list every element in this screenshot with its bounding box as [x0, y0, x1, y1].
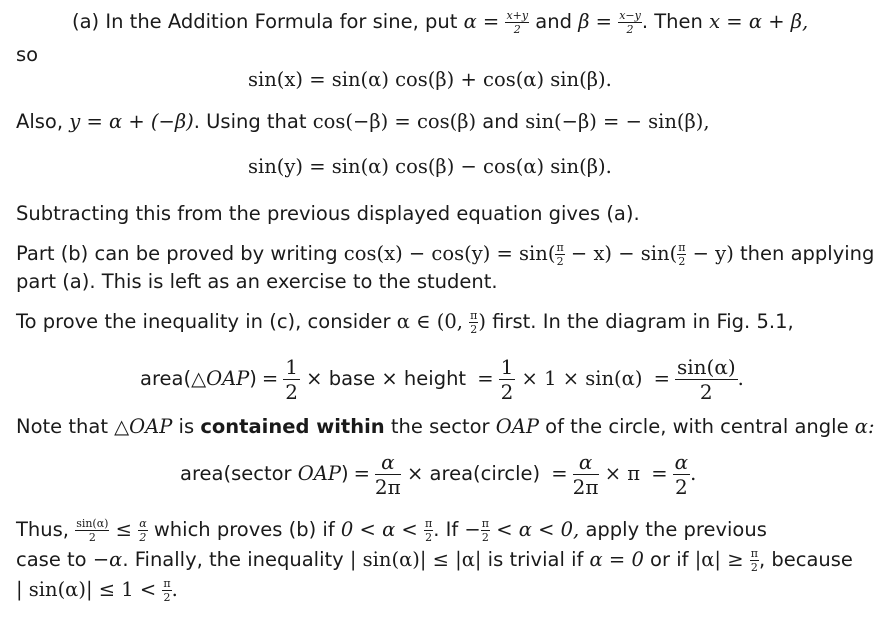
denominator: 2: [500, 380, 514, 404]
bold-text: contained within: [200, 415, 385, 438]
math-beta-eq: β =: [578, 10, 619, 33]
denominator: 2: [139, 531, 147, 544]
equals-sign: =: [651, 462, 668, 485]
denominator: 2: [750, 561, 758, 574]
fraction-pi-over-2: [555, 242, 564, 267]
numerator: α: [674, 450, 689, 474]
math-part: × 1 × sin(α): [515, 367, 649, 390]
numerator: x−y: [619, 9, 641, 22]
equals-sign: =: [653, 367, 670, 390]
fraction-pi-over-2: [481, 518, 490, 543]
denominator: 2: [626, 23, 634, 36]
display-equation-sin-y: sin(y) = sin(α) cos(β) − cos(α) sin(β).: [248, 155, 612, 178]
math-part: ): [478, 310, 486, 333]
numerator: 1: [500, 355, 514, 379]
math-part: − x) − sin(: [564, 242, 678, 265]
display-equation-sector-area: [180, 452, 696, 497]
text: case to: [16, 548, 93, 571]
para-inequality-c: [16, 310, 794, 335]
text: and: [476, 110, 526, 133]
text: or if: [643, 548, 695, 571]
math-abs-sin-bound: | sin(α)| ≤ 1 <: [16, 578, 163, 601]
text: . Finally, the inequality: [122, 548, 350, 571]
fraction-pi-over-2: [162, 578, 171, 603]
text: × area(circle): [400, 462, 547, 485]
math-interval: < α < 0,: [490, 518, 580, 541]
equals-sign: =: [551, 462, 568, 485]
denominator: 2π: [374, 475, 401, 499]
fraction-sin-alpha-over-2: [675, 357, 738, 402]
text: is trivial if: [481, 548, 590, 571]
fraction-pi-over-2: [750, 548, 759, 573]
math-oap: OAP: [297, 462, 341, 485]
fraction-one-half: [283, 357, 300, 402]
text: (a) In the Addition Formula for sine, put: [72, 10, 464, 33]
numerator: π: [556, 241, 564, 254]
denominator: 2: [163, 591, 171, 604]
para-also-line: [16, 110, 710, 134]
fraction-alpha-over-2pi: [375, 452, 401, 497]
text: area(sector: [180, 462, 298, 485]
text: first. In the diagram in Fig. 5.1,: [486, 310, 794, 333]
text: then applying: [733, 242, 875, 265]
math-alpha-zero: α = 0: [589, 548, 644, 571]
fraction-pi-over-2: [424, 518, 433, 543]
para-thus-line-3: [16, 578, 178, 603]
word-so: so: [16, 43, 39, 66]
display-equation-sin-x: sin(x) = sin(α) cos(β) + cos(α) sin(β).: [248, 68, 612, 91]
denominator: 2: [285, 380, 298, 404]
math-cos-diff: cos(x) − cos(y) = sin(: [343, 242, 556, 265]
numerator: π: [750, 547, 758, 560]
denominator: 2: [88, 531, 96, 544]
fraction-one-half: [499, 357, 516, 402]
numerator: π: [424, 517, 433, 530]
para-thus-line-1: [16, 518, 767, 543]
numerator: 1: [285, 355, 298, 379]
text: Also,: [16, 110, 70, 133]
numerator: π: [470, 309, 478, 322]
math-interval: 0 < α <: [340, 518, 424, 541]
math-abs-inequality: | sin(α)| ≤ |α|: [349, 548, 482, 571]
math-y-def: y = α + (−β): [69, 110, 194, 133]
text: Thus,: [16, 518, 76, 541]
text: and: [529, 10, 579, 33]
numerator: α: [375, 452, 401, 475]
fraction-sin-alpha-over-2: [75, 518, 109, 543]
equals-sign: =: [261, 367, 279, 390]
math-minus: −: [464, 518, 481, 541]
text: . Using that: [193, 110, 313, 133]
denominator: 2: [470, 323, 478, 336]
numerator: x+y: [506, 9, 529, 22]
text: , because: [758, 548, 853, 571]
math-alpha-interval: α ∈ (0,: [396, 310, 470, 333]
fraction-x-minus-y: [618, 10, 642, 35]
math-part: × π: [598, 462, 647, 485]
math-sin-identity: sin(−β) = − sin(β),: [525, 110, 710, 133]
fraction-alpha-over-2pi: [573, 452, 599, 497]
math-triangle-oap: △OAP: [114, 415, 173, 438]
math-alpha: α:: [854, 415, 875, 438]
math-neg-alpha: −α: [92, 548, 123, 571]
text: .: [171, 578, 178, 601]
text: . If: [433, 518, 465, 541]
text: ): [340, 462, 349, 485]
denominator: 2: [481, 531, 489, 544]
numerator: π: [163, 577, 171, 590]
para-part-b-line-1: [16, 242, 874, 267]
text: To prove the inequality in (c), consider: [16, 310, 397, 333]
denominator: 2: [425, 531, 433, 544]
display-equation-triangle-area: [140, 357, 744, 402]
denominator: 2: [699, 380, 713, 404]
text: × base × height: [299, 367, 473, 390]
text: apply the previous: [579, 518, 767, 541]
text: Part (b) can be proved by writing: [16, 242, 344, 265]
text: of the circle, with central angle: [538, 415, 855, 438]
numerator: α: [573, 452, 599, 475]
text: .: [690, 462, 697, 485]
denominator: 2π: [572, 475, 599, 499]
text: Note that: [16, 415, 115, 438]
math-part: − y): [686, 242, 734, 265]
text: area(: [140, 367, 192, 390]
math-triangle-oap: △OAP: [191, 367, 250, 390]
para-a-line-1: [72, 10, 808, 35]
text: . Then: [641, 10, 710, 33]
para-part-b-line-2: part (a). This is left as an exercise to the student.: [16, 270, 498, 293]
fraction-alpha-over-2: [673, 452, 691, 497]
math-x-def: x = α + β,: [709, 10, 809, 33]
math-alpha-eq: α =: [463, 10, 506, 33]
fraction-pi-over-2: [469, 310, 478, 335]
text: is: [172, 415, 201, 438]
text: which proves (b) if: [147, 518, 341, 541]
denominator: 2: [678, 255, 686, 268]
numerator: π: [481, 517, 489, 530]
fraction-x-plus-y: [505, 10, 529, 35]
text: .: [737, 367, 744, 390]
math-le: ≤: [109, 518, 139, 541]
para-thus-line-2: [16, 548, 853, 573]
numerator: α: [139, 517, 147, 530]
equals-sign: =: [477, 367, 494, 390]
math-cos-identity: cos(−β) = cos(β): [312, 110, 477, 133]
denominator: 2: [513, 23, 521, 36]
para-subtracting: Subtracting this from the previous displayed equation gives (a).: [16, 202, 640, 225]
denominator: 2: [556, 255, 564, 268]
math-oap: OAP: [495, 415, 539, 438]
math-abs-alpha-ge: |α| ≥: [694, 548, 750, 571]
numerator: sin(α): [676, 355, 736, 379]
fraction-alpha-over-2: [138, 518, 147, 543]
equals-sign: =: [353, 462, 370, 485]
text: ): [249, 367, 257, 390]
text: the sector: [384, 415, 496, 438]
numerator: sin(α): [76, 517, 109, 530]
para-note-contained: [16, 415, 875, 439]
numerator: π: [678, 241, 686, 254]
denominator: 2: [675, 475, 688, 499]
